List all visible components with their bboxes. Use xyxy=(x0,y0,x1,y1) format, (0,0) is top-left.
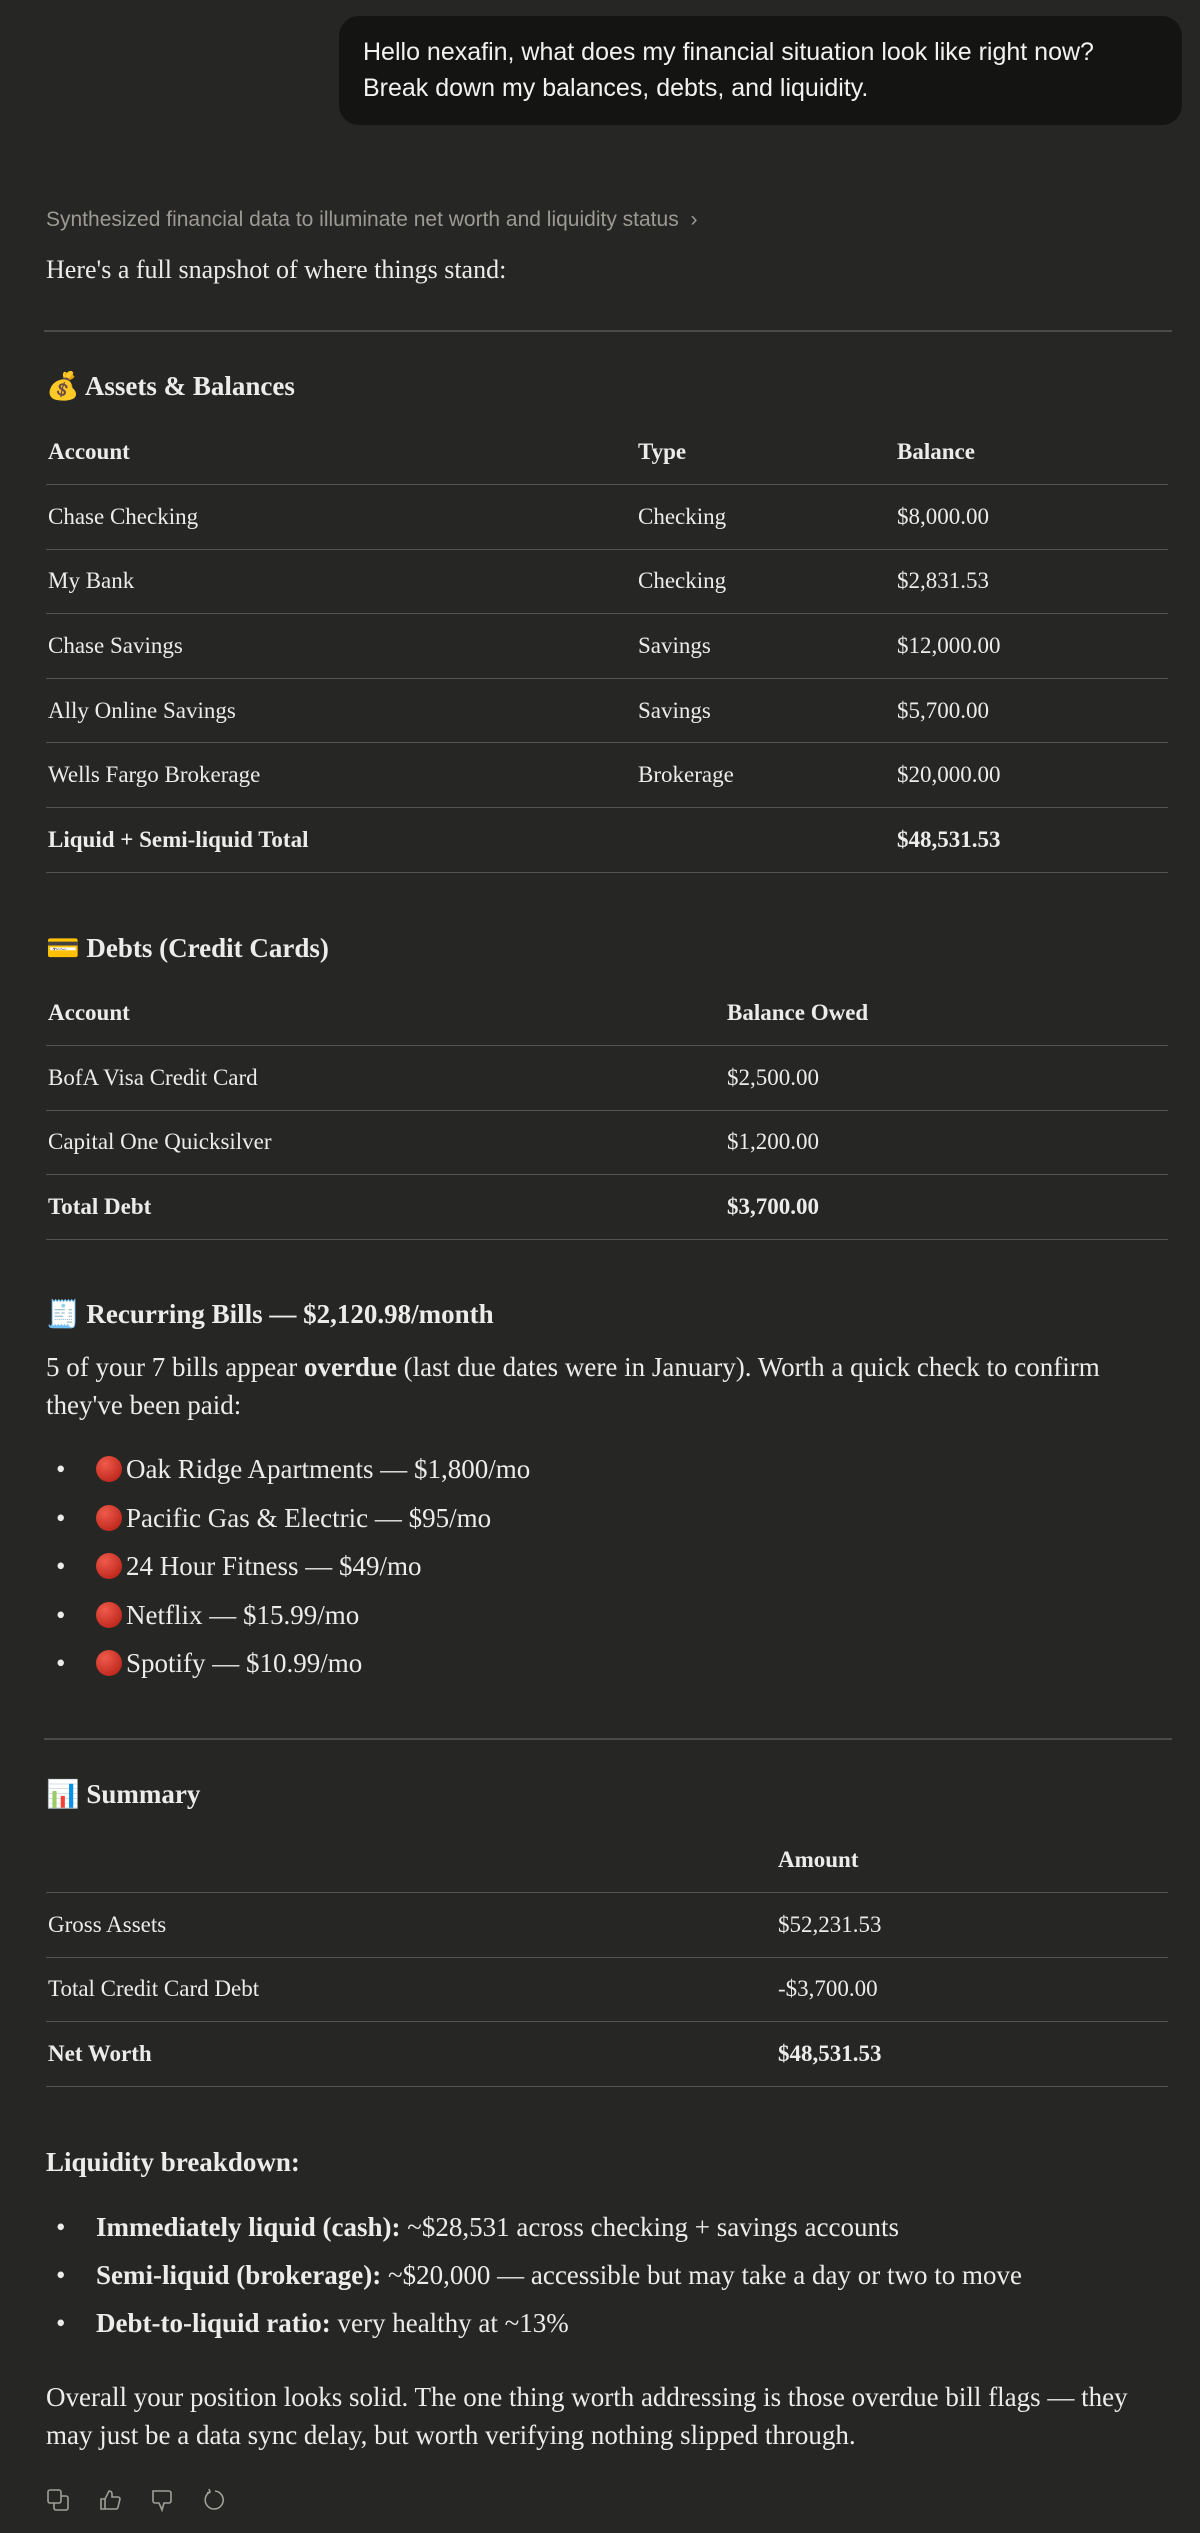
liquidity-item xyxy=(46,2299,1022,2347)
overdue-bills-list xyxy=(46,1445,530,1688)
table-cell: Capital One Quicksilver xyxy=(46,1110,725,1175)
table-row xyxy=(46,1957,1168,2022)
divider xyxy=(44,1738,1172,1740)
table-row-total xyxy=(46,1175,1168,1240)
receipt-icon: 🧾 xyxy=(46,1299,80,1329)
table-row xyxy=(46,1893,1168,1958)
table-header xyxy=(46,420,1168,485)
red-circle-icon xyxy=(96,1553,122,1579)
user-message-bubble xyxy=(339,16,1182,125)
table-row xyxy=(46,678,1168,743)
table-row-total xyxy=(46,808,1168,873)
assets-heading xyxy=(46,370,295,402)
bill-text: Spotify — $10.99/mo xyxy=(126,1648,363,1679)
text: (last due dates were in January). Worth a quick check to confirm they've been paid: xyxy=(46,1352,1100,1420)
closing-paragraph: Overall your position looks solid. The one thing worth addressing is those overdue bill flags — they may just be a data sync delay, but worth verifying nothing slipped through. xyxy=(46,2382,1128,2450)
table-row xyxy=(46,743,1168,808)
thumbs-up-icon[interactable] xyxy=(98,2488,122,2512)
table-cell: BofA Visa Credit Card xyxy=(46,1046,725,1111)
summary-table xyxy=(46,1828,1168,2087)
red-circle-icon xyxy=(96,1456,122,1482)
bill-text: 24 Hour Fitness — $49/mo xyxy=(126,1551,422,1582)
thumbs-down-icon[interactable] xyxy=(150,2488,174,2512)
table-cell: $8,000.00 xyxy=(895,485,1168,550)
liquidity-label: Debt-to-liquid ratio: xyxy=(96,2308,331,2338)
bill-text: Oak Ridge Apartments — $1,800/mo xyxy=(126,1454,531,1484)
table-cell: Total Credit Card Debt xyxy=(46,1957,776,2022)
total-label: Total Debt xyxy=(46,1175,725,1240)
table-cell: Savings xyxy=(636,678,895,743)
table-cell: $52,231.53 xyxy=(776,1893,1168,1958)
column-header: Type xyxy=(636,420,895,485)
table-cell: Chase Savings xyxy=(46,614,636,679)
debts-heading-text: Debts (Credit Cards) xyxy=(86,933,329,963)
table-cell: Brokerage xyxy=(636,743,895,808)
table-cell: Chase Checking xyxy=(46,485,636,550)
liquidity-list xyxy=(46,2203,1022,2347)
bill-item xyxy=(46,1494,530,1543)
liquidity-item xyxy=(46,2251,1022,2299)
credit-card-icon: 💳 xyxy=(46,933,80,963)
bills-heading xyxy=(46,1298,494,1330)
overdue-emphasis: overdue xyxy=(303,1352,397,1382)
table-row xyxy=(46,485,1168,550)
table-cell: $5,700.00 xyxy=(895,678,1168,743)
bill-text: Netflix — $15.99/mo xyxy=(126,1599,360,1630)
table-row-total xyxy=(46,2022,1168,2087)
retry-icon[interactable] xyxy=(202,2488,226,2512)
table-row xyxy=(46,614,1168,679)
red-circle-icon xyxy=(96,1505,122,1531)
table-cell: Wells Fargo Brokerage xyxy=(46,743,636,808)
liquidity-item xyxy=(46,2203,1022,2251)
table-cell: $12,000.00 xyxy=(895,614,1168,679)
table-cell: -$3,700.00 xyxy=(776,1957,1168,2022)
table-cell: Ally Online Savings xyxy=(46,678,636,743)
chevron-right-icon: › xyxy=(690,208,698,231)
user-message-line: Hello nexafin, what does my financial situation look like right now? xyxy=(363,38,1094,66)
text: 5 of your 7 bills appear xyxy=(46,1352,304,1382)
bar-chart-icon: 📊 xyxy=(46,1779,80,1809)
total-value: $3,700.00 xyxy=(725,1175,1168,1240)
bill-text: Pacific Gas & Electric — $95/mo xyxy=(126,1502,492,1533)
total-label: Net Worth xyxy=(46,2022,776,2087)
thinking-summary-toggle[interactable] xyxy=(46,208,698,232)
intro-text: Here's a full snapshot of where things stand: xyxy=(46,255,507,284)
user-message-line: Break down my balances, debts, and liquidity. xyxy=(363,74,869,102)
table-cell: Checking xyxy=(636,485,895,550)
assets-heading-text: Assets & Balances xyxy=(84,371,295,401)
bill-item xyxy=(46,1542,530,1591)
bills-paragraph xyxy=(46,1348,1156,1424)
liquidity-label: Immediately liquid (cash): xyxy=(96,2212,401,2242)
table-cell: $20,000.00 xyxy=(895,743,1168,808)
message-actions xyxy=(46,2488,226,2512)
table-cell: $2,500.00 xyxy=(725,1046,1168,1111)
table-cell: Savings xyxy=(636,614,895,679)
total-value: $48,531.53 xyxy=(895,808,1168,873)
table-row xyxy=(46,1110,1168,1175)
table-cell: Gross Assets xyxy=(46,1893,776,1958)
table-cell: Checking xyxy=(636,549,895,614)
red-circle-icon xyxy=(96,1650,122,1676)
thinking-summary: Synthesized financial data to illuminate net worth and liquidity status xyxy=(46,208,679,231)
total-value: $48,531.53 xyxy=(776,2022,1168,2087)
liquidity-label: Semi-liquid (brokerage): xyxy=(96,2260,382,2290)
table-row xyxy=(46,549,1168,614)
table-cell: $1,200.00 xyxy=(725,1110,1168,1175)
column-header xyxy=(46,1828,776,1893)
red-circle-icon xyxy=(96,1602,122,1628)
table-cell: $2,831.53 xyxy=(895,549,1168,614)
table-cell: My Bank xyxy=(46,549,636,614)
money-bag-icon: 💰 xyxy=(46,371,80,401)
total-label: Liquid + Semi-liquid Total xyxy=(46,808,636,873)
copy-icon[interactable] xyxy=(46,2488,70,2512)
liquidity-heading: Liquidity breakdown: xyxy=(46,2147,300,2177)
assets-table xyxy=(46,420,1168,873)
bills-heading-text: Recurring Bills — $2,120.98/month xyxy=(86,1299,494,1329)
column-header: Account xyxy=(46,420,636,485)
column-header: Balance xyxy=(895,420,1168,485)
table-row xyxy=(46,1046,1168,1111)
column-header: Balance Owed xyxy=(725,981,1168,1046)
summary-heading-text: Summary xyxy=(86,1779,201,1809)
debts-table xyxy=(46,981,1168,1240)
column-header: Account xyxy=(46,981,725,1046)
debts-heading xyxy=(46,932,329,964)
summary-heading xyxy=(46,1778,200,1810)
bill-item xyxy=(46,1445,530,1494)
bill-item xyxy=(46,1591,530,1640)
liquidity-text: very healthy at ~13% xyxy=(330,2308,569,2338)
bill-item xyxy=(46,1639,530,1688)
liquidity-text: ~$20,000 — accessible but may take a day or two to move xyxy=(381,2260,1022,2290)
divider xyxy=(44,330,1172,332)
column-header: Amount xyxy=(776,1828,1168,1893)
liquidity-text: ~$28,531 across checking + savings accounts xyxy=(400,2212,899,2242)
